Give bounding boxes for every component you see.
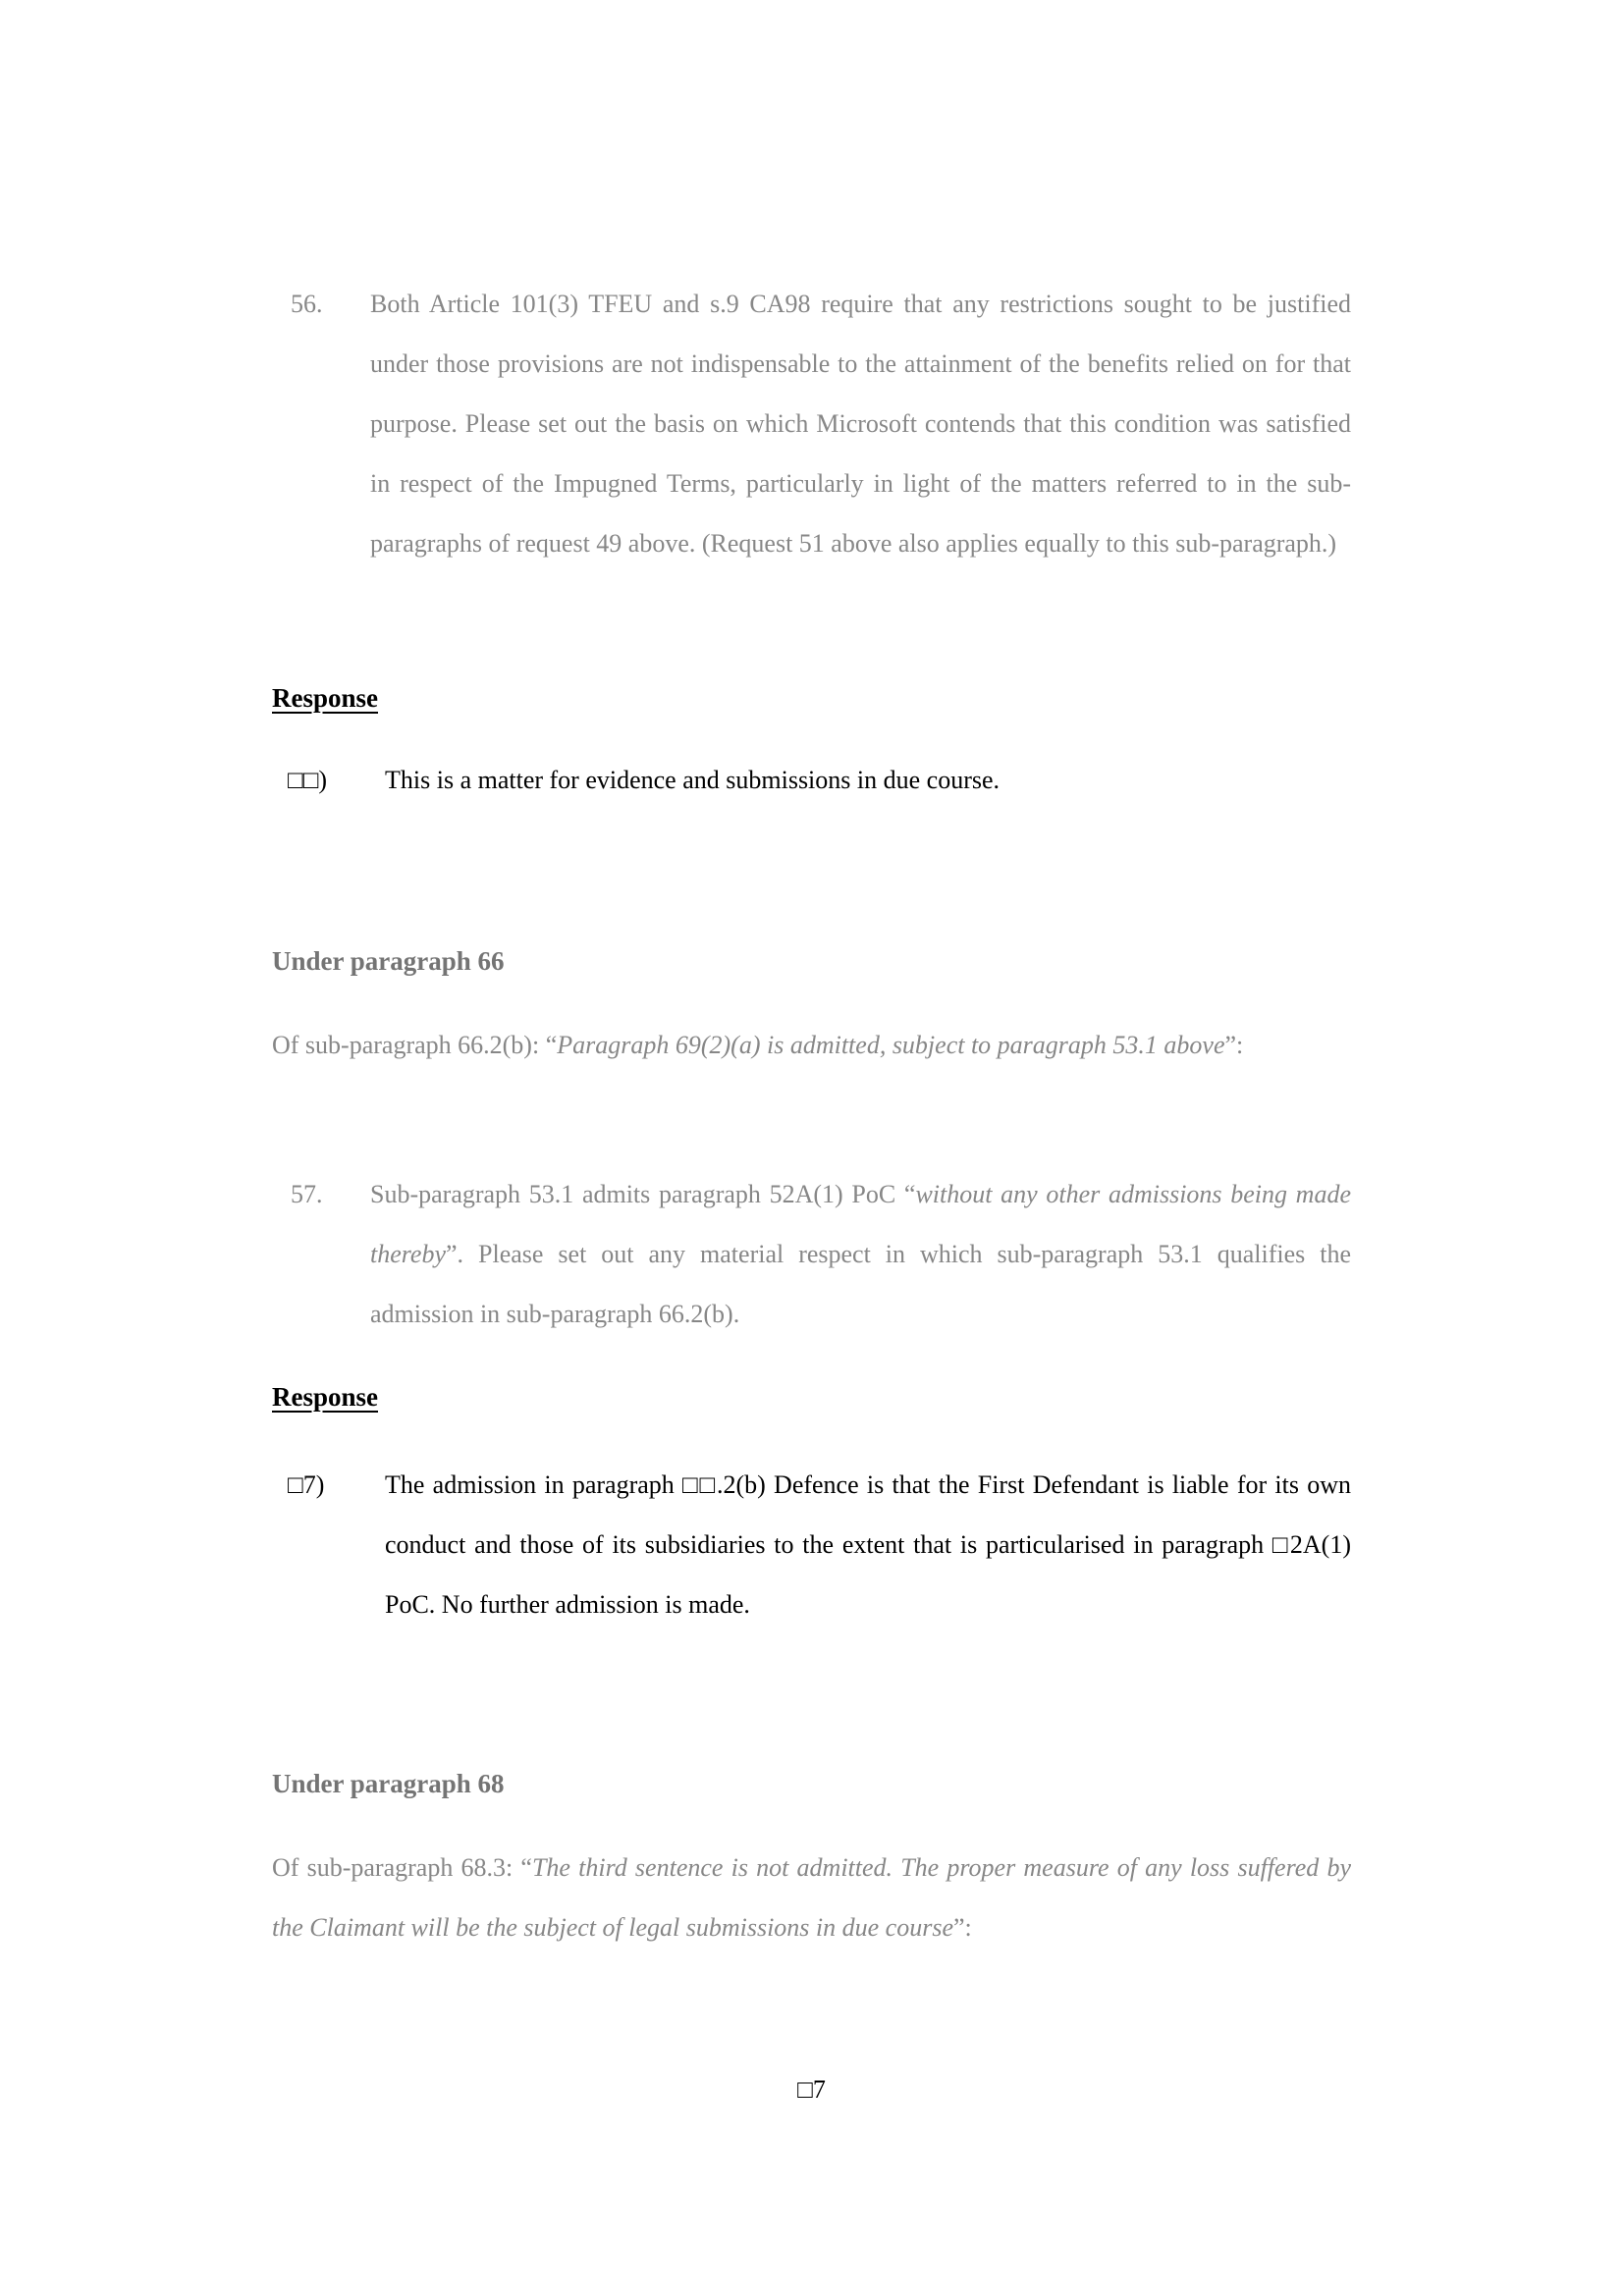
paragraph-56-number: 56.: [291, 290, 323, 318]
response-heading-2: Response: [272, 1382, 379, 1412]
response-item-2: [288, 1455, 1351, 1634]
paragraph-57: [291, 1164, 1351, 1344]
section-heading-under-68: Under paragraph 68: [272, 1769, 505, 1798]
response-item-2-text: The admission in paragraph □□.2(b) Defence is that the First Defendant is liable for its own conduct and those of its subsidiaries to the extent that is particularised in paragraph □2A(1) PoC. No further admission is made.: [385, 1470, 1351, 1619]
response-item-2-marker: □7): [288, 1470, 325, 1499]
section-heading-under-66: Under paragraph 66: [272, 946, 505, 976]
paragraph-56: [291, 274, 1351, 573]
page-number: □7: [797, 2075, 826, 2104]
paragraph-57-number: 57.: [291, 1180, 323, 1208]
intro-paragraph-68: Of sub-paragraph 68.3: “The third sentence is not admitted. The proper measure of any loss suffered by the Claimant will be the subject of legal submissions in due course”:: [272, 1853, 1351, 1942]
response-heading-1: Response: [272, 683, 379, 713]
paragraph-57-body: Sub-paragraph 53.1 admits paragraph 52A(1) PoC “without any other admissions being made thereby”. Please set out any material respect in which sub-paragraph 53.1 qualifies the admission in sub-paragraph 66.2(b).: [370, 1180, 1352, 1328]
response-item-1: [288, 750, 1351, 810]
paragraph-56-body: Both Article 101(3) TFEU and s.9 CA98 require that any restrictions sought to be justified under those provisions are not indispensable to the attainment of the benefits relied on for that purpose. Please set out the basis on which Microsoft contends that this condition was satisfied in respect of the Impugned Terms, particularly in light of the matters referred to in the sub-paragraphs of request 49 above. (Request 51 above also applies equally to this sub-paragraph.): [370, 290, 1351, 558]
response-item-1-text: This is a matter for evidence and submissions in due course.: [385, 766, 1001, 794]
intro-paragraph-66: Of sub-paragraph 66.2(b): “Paragraph 69(2)(a) is admitted, subject to paragraph 53.1 above”:: [272, 1031, 1244, 1059]
response-item-1-marker: □□): [288, 766, 328, 794]
